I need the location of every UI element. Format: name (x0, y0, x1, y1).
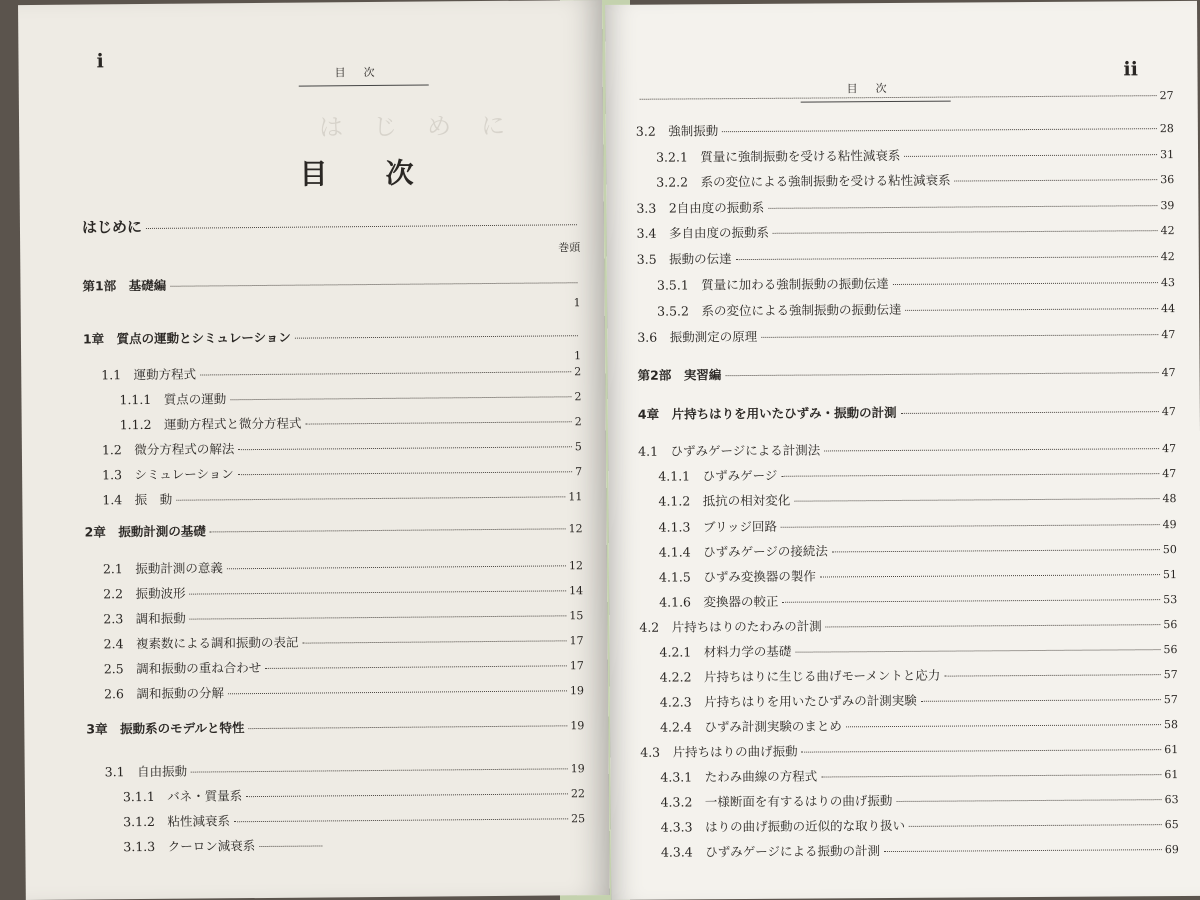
toc-entry-page: 2 (574, 365, 582, 379)
toc-entry-title: 2章 振動計測の基礎 (84, 523, 206, 540)
dot-leader (795, 649, 1160, 653)
toc-entry-title: 1.1.2 運動方程式と微分方程式 (119, 415, 302, 433)
dot-leader (794, 498, 1159, 502)
toc-entry-page: 43 (1160, 276, 1175, 290)
dot-leader (921, 699, 1161, 702)
dot-leader (832, 549, 1160, 552)
toc-entry (660, 764, 1178, 786)
toc-entry (123, 808, 585, 830)
dot-leader (230, 396, 571, 400)
dot-leader (904, 154, 1157, 157)
toc-entry (636, 118, 1174, 140)
toc-entry-page: 2 (574, 390, 582, 404)
toc-entry-title: 3.5.1 質量に加わる強制振動の振動伝達 (656, 276, 889, 293)
toc-entry-page: 25 (571, 812, 586, 826)
toc-entry (102, 436, 582, 458)
toc-list (18, 0, 610, 900)
toc-entry (638, 438, 1176, 460)
toc-entry-title: 4.3.1 たわみ曲線の方程式 (660, 768, 818, 785)
dot-leader (736, 256, 1158, 260)
dot-leader (955, 179, 1158, 181)
toc-entry-title: 1.1 運動方程式 (101, 366, 197, 383)
dot-leader (200, 371, 571, 375)
dot-leader (259, 845, 322, 847)
toc-entry (104, 655, 584, 677)
dot-leader (824, 448, 1159, 451)
dot-leader (944, 674, 1160, 677)
toc-entry-title: 3.2.2 系の変位による強制振動を受ける粘性減衰系 (656, 172, 951, 190)
toc-entry-title: 4.2.3 片持ちはりを用いたひずみの計測実験 (659, 692, 917, 710)
toc-entry (102, 461, 582, 483)
toc-entry (658, 488, 1176, 510)
dot-leader (821, 774, 1161, 777)
toc-entry (103, 605, 583, 627)
toc-entry-page: 12 (568, 522, 583, 536)
page-number: i (96, 50, 104, 73)
toc-entry-page: 61 (1164, 743, 1179, 757)
toc-entry-page: 27 (1159, 89, 1174, 103)
toc-entry (637, 246, 1175, 268)
toc-entry-page: 47 (1161, 405, 1176, 419)
toc-entry (657, 272, 1175, 294)
toc-entry-title: 第1部 基礎編 (82, 277, 167, 294)
toc-entry-page: 47 (1161, 366, 1176, 380)
toc-entry-title: 4.2.1 材料力学の基礎 (659, 643, 792, 660)
toc-entry (661, 814, 1179, 836)
toc-entry (639, 614, 1177, 636)
toc-entry-page: 11 (568, 490, 583, 504)
toc-entry (85, 518, 583, 540)
toc-entry-page: 19 (570, 762, 585, 776)
toc-entry-page: 48 (1162, 492, 1177, 506)
toc-entry (656, 169, 1174, 191)
toc-entry-page: 47 (1162, 467, 1177, 481)
dot-leader (190, 615, 567, 619)
toc-entry-page: 19 (570, 719, 585, 733)
toc-entry-page: 49 (1162, 518, 1177, 532)
toc-entry-title: 3.1.2 粘性減衰系 (123, 813, 231, 830)
dot-leader (210, 528, 566, 532)
toc-entry-title: 2.6 調和振動の分解 (103, 685, 224, 702)
toc-entry-page: 36 (1160, 173, 1175, 187)
toc-entry-title: 3.5.2 系の変位による強制振動の振動伝達 (657, 301, 902, 319)
toc-entry-page: 1 (573, 296, 581, 310)
toc-entry-title: 3.1.3 クーロン減衰系 (123, 838, 256, 855)
toc-entry-title: 3章 振動系のモデルと特性 (86, 720, 245, 737)
toc-entry (104, 630, 584, 652)
dot-leader (761, 334, 1158, 338)
toc-entry (86, 715, 584, 737)
dot-leader (190, 590, 567, 594)
toc-entry (659, 639, 1177, 661)
toc-entry (659, 589, 1177, 611)
dot-leader (227, 565, 566, 569)
toc-entry-page: 50 (1162, 543, 1177, 557)
toc-entry-page: 22 (570, 787, 585, 801)
toc-entry-title: 4章 片持ちはりを用いたひずみ・振動の計測 (637, 404, 897, 422)
left-page (18, 0, 610, 900)
toc-entry-title: 2.5 調和振動の重ね合わせ (103, 659, 262, 677)
toc-entry (656, 144, 1174, 166)
toc-entry-page: 57 (1163, 693, 1178, 707)
toc-entry-page: 2 (574, 415, 582, 429)
toc-entry-title: 4.1.2 抵抗の相対変化 (658, 492, 791, 509)
toc-entry-page: 39 (1160, 199, 1175, 213)
dot-leader (781, 473, 1159, 477)
dot-leader (905, 308, 1158, 311)
toc-entry-page: 14 (569, 584, 584, 598)
toc-entry (638, 362, 1176, 384)
dot-leader (802, 749, 1162, 753)
toc-entry (657, 298, 1175, 320)
dot-leader (265, 665, 567, 669)
toc-entry (636, 195, 1174, 217)
toc-list (605, 1, 1200, 900)
toc-entry (103, 555, 583, 577)
toc-entry-title: 1.1.1 質点の運動 (119, 391, 227, 408)
toc-entry-page: 69 (1164, 843, 1179, 857)
dot-leader (238, 446, 572, 450)
dot-leader (893, 282, 1158, 285)
toc-entry-title: 4.2 片持ちはりのたわみの計測 (639, 618, 822, 635)
toc-entry-title: 2.1 振動計測の意義 (102, 560, 223, 577)
toc-entry-page: 44 (1161, 302, 1176, 316)
toc-entry-title: 4.1.3 ブリッジ回路 (658, 518, 778, 535)
toc-entry (638, 401, 1176, 423)
dot-leader (305, 421, 571, 424)
toc-entry-page: 42 (1160, 250, 1175, 264)
dot-leader (295, 335, 578, 338)
toc-entry (660, 689, 1178, 711)
dot-leader (640, 95, 1157, 100)
toc-entry (661, 789, 1179, 811)
toc-entry (123, 783, 585, 805)
toc-entry-page: 65 (1164, 818, 1179, 832)
toc-entry-title: 4.3.2 一様断面を有するはりの曲げ振動 (660, 793, 893, 810)
toc-entry-page: 31 (1160, 148, 1175, 162)
toc-entry (104, 680, 584, 702)
toc-entry (119, 386, 581, 408)
toc-entry-title: 4.2.2 片持ちはりに生じる曲げモーメントと応力 (659, 667, 941, 685)
toc-entry-page: 56 (1163, 618, 1178, 632)
toc-entry-page: 7 (575, 465, 583, 479)
toc-entry-page: 19 (569, 684, 585, 698)
toc-entry-page: 58 (1163, 718, 1179, 732)
toc-entry (82, 212, 580, 259)
right-page (605, 1, 1200, 900)
dot-leader (773, 230, 1158, 234)
toc-entry-page: 1 (574, 349, 582, 363)
toc-entry-title: 3.1.1 バネ・質量系 (122, 788, 243, 805)
dot-leader (302, 640, 566, 643)
toc-entry-title: 3.3 2自由度の振動系 (636, 199, 765, 216)
toc-entry-title: 1.3 シミュレーション (102, 466, 234, 483)
toc-entry-title: 1章 質点の運動とシミュレーション (82, 329, 291, 347)
toc-entry (660, 714, 1178, 736)
toc-entry-page: 12 (568, 559, 583, 573)
toc-entry (82, 272, 580, 313)
dot-leader (248, 725, 567, 729)
toc-entry-page: 57 (1163, 668, 1178, 682)
dot-leader (191, 768, 568, 772)
toc-entry-title: 4.3.3 はりの曲げ振動の近似的な取り扱い (660, 817, 906, 835)
dot-leader (826, 624, 1161, 627)
toc-entry-page: 17 (569, 634, 584, 648)
toc-entry-title: 3.2 強制振動 (635, 123, 719, 139)
toc-entry (661, 839, 1179, 861)
toc-entry-title: 4.1.5 ひずみ変換器の製作 (658, 568, 816, 585)
dot-leader (909, 824, 1162, 827)
toc-entry-page: 63 (1164, 793, 1179, 807)
toc-entry-title: 3.6 振動測定の原理 (637, 328, 758, 345)
toc-entry-title: 4.1.6 変換器の較正 (659, 593, 779, 610)
dot-leader (238, 471, 572, 475)
toc-entry (83, 325, 581, 366)
toc-entry-page: 53 (1163, 593, 1178, 607)
toc-entry-page: 17 (569, 659, 584, 673)
toc-entry-page: 15 (569, 609, 584, 623)
toc-entry-title: はじめに (81, 218, 143, 237)
toc-entry-page: 47 (1161, 328, 1176, 342)
toc-entry-title: 第2部 実習編 (637, 367, 722, 383)
dot-leader (884, 849, 1162, 852)
dot-leader (901, 411, 1159, 414)
toc-entry (103, 580, 583, 602)
toc-entry (102, 486, 582, 508)
toc-entry (637, 324, 1175, 346)
dot-leader (725, 372, 1158, 376)
toc-entry-title: 4.3.4 ひずみゲージによる振動の計測 (660, 843, 881, 860)
toc-entry-title: 2.3 調和振動 (103, 610, 186, 627)
toc-entry (636, 89, 1174, 106)
dot-leader (820, 574, 1160, 577)
toc-entry-page: 47 (1162, 442, 1177, 456)
dot-leader (846, 724, 1161, 727)
dot-leader (896, 799, 1161, 802)
toc-entry-title: 4.1 ひずみゲージによる計測法 (638, 442, 821, 459)
dot-leader (176, 496, 565, 500)
toc-entry-page: 巻頭 (558, 241, 581, 255)
toc-entry-page: 61 (1164, 768, 1179, 782)
dot-leader (234, 818, 568, 822)
dot-leader (146, 224, 577, 229)
toc-entry (640, 739, 1178, 761)
toc-entry (120, 411, 582, 433)
toc-entry-title: 2.4 複素数による調和振動の表記 (103, 634, 299, 652)
toc-entry-title: 3.2.1 質量に強制振動を受ける粘性減衰系 (656, 147, 901, 165)
toc-entry (658, 463, 1176, 485)
toc-entry (660, 664, 1178, 686)
dot-leader (246, 793, 568, 797)
toc-entry-title: 2.2 振動波形 (103, 585, 186, 602)
toc-entry (659, 514, 1177, 536)
toc-entry-page: 5 (574, 440, 582, 454)
toc-entry-title: 3.1 自由振動 (104, 763, 188, 780)
toc-entry-title: 4.3 片持ちはりの曲げ振動 (640, 743, 798, 760)
dot-leader (722, 128, 1157, 132)
dot-leader (781, 524, 1160, 528)
dot-leader (170, 282, 577, 287)
toc-entry (101, 361, 581, 383)
toc-entry-page: 51 (1162, 568, 1178, 582)
show-through-text: はじめに (318, 111, 536, 142)
running-header: 目次 (801, 80, 951, 103)
toc-entry-title: 4.1.1 ひずみゲージ (658, 467, 778, 484)
toc-entry-title: 4.1.4 ひずみゲージの接続法 (658, 543, 828, 560)
toc-entry-title: 3.5 振動の伝達 (636, 251, 732, 267)
toc-entry-page: 56 (1163, 643, 1178, 657)
toc-entry (123, 835, 325, 855)
toc-entry-page: 42 (1160, 224, 1175, 238)
dot-leader (768, 205, 1157, 209)
toc-entry (659, 539, 1177, 561)
toc-entry (659, 564, 1177, 586)
page-title: 目次 (299, 156, 472, 191)
dot-leader (782, 599, 1160, 603)
toc-entry-page: 28 (1159, 122, 1174, 136)
toc-entry-title: 3.4 多自由度の振動系 (636, 224, 770, 241)
running-header: 目次 (299, 64, 429, 87)
toc-entry-title: 1.2 微分方程式の解法 (101, 441, 235, 458)
toc-entry-title: 1.4 振 動 (102, 491, 173, 508)
toc-entry (105, 758, 585, 780)
toc-entry-title: 4.2.4 ひずみ計測実験のまとめ (659, 718, 842, 735)
page-number: ii (1123, 58, 1138, 81)
dot-leader (228, 690, 567, 694)
toc-entry (637, 220, 1175, 242)
